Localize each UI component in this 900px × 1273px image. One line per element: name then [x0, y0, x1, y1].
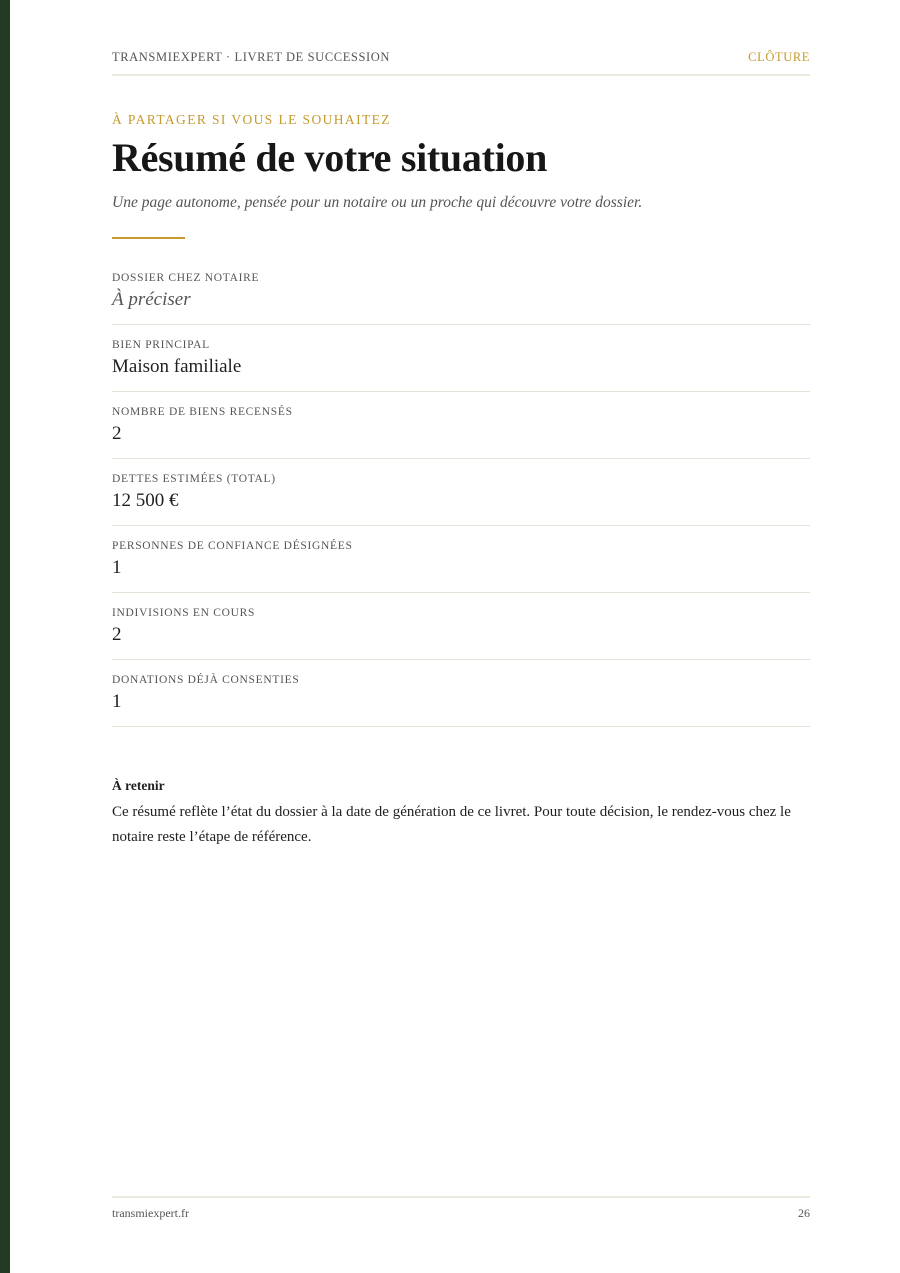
page-title: Résumé de votre situation: [112, 135, 548, 180]
field-label: DETTES ESTIMÉES (TOTAL): [112, 473, 276, 485]
field-nombre-biens: [112, 392, 810, 459]
field-value: À préciser: [112, 289, 191, 310]
field-value: 2: [112, 624, 122, 645]
header-brand: TRANSMIEXPERT · LIVRET DE SUCCESSION: [112, 49, 391, 64]
eyebrow-text: À PARTAGER SI VOUS LE SOUHAITEZ: [112, 112, 391, 127]
field-dettes-estimees: [112, 459, 810, 526]
field-label: DONATIONS DÉJÀ CONSENTIES: [112, 674, 300, 686]
accent-divider: [112, 237, 185, 239]
field-value: 2: [112, 423, 122, 444]
footer-site: transmiexpert.fr: [112, 1206, 189, 1220]
field-label: INDIVISIONS EN COURS: [112, 607, 256, 619]
header-divider: [112, 74, 810, 76]
note-text: Ce résumé reflète l’état du dossier à la date de génération de ce livret. Pour toute décision, le rendez-vous chez le notaire reste l’étape de référence.: [112, 804, 791, 845]
note-title: À retenir: [112, 778, 165, 793]
summary-fields: [112, 258, 810, 727]
field-indivisions: [112, 593, 810, 660]
field-donations: [112, 660, 810, 727]
page-subtitle: Une page autonome, pensée pour un notaire ou un proche qui découvre votre dossier.: [112, 194, 643, 211]
document-page: [112, 0, 810, 1273]
field-personnes-confiance: [112, 526, 810, 593]
field-dossier-notaire: [112, 258, 810, 325]
field-label: PERSONNES DE CONFIANCE DÉSIGNÉES: [112, 540, 353, 552]
note-block: [112, 778, 810, 850]
field-value: 1: [112, 557, 122, 578]
field-value: Maison familiale: [112, 356, 242, 377]
side-bar: [0, 0, 10, 1273]
page-footer: [112, 1206, 810, 1221]
field-label: BIEN PRINCIPAL: [112, 339, 210, 351]
header-section: CLÔTURE: [748, 49, 810, 64]
page-number: 26: [798, 1206, 810, 1220]
page-header: [112, 47, 810, 67]
footer-divider: [112, 1196, 810, 1198]
field-value: 1: [112, 691, 122, 712]
field-value: 12 500 €: [112, 490, 179, 511]
field-label: DOSSIER CHEZ NOTAIRE: [112, 272, 260, 284]
field-label: NOMBRE DE BIENS RECENSÉS: [112, 406, 293, 418]
field-bien-principal: [112, 325, 810, 392]
